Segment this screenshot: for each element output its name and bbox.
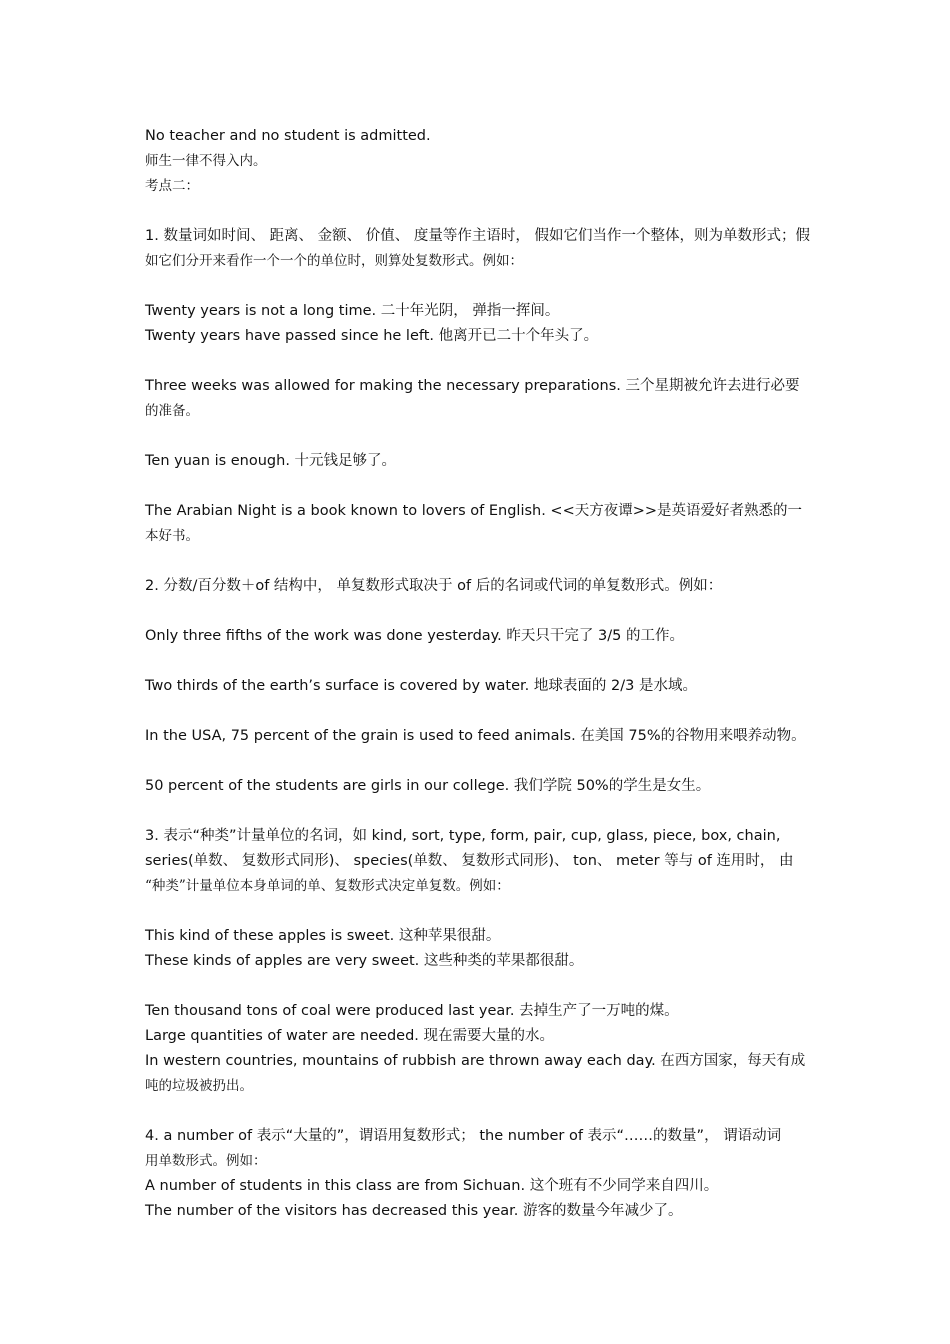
- blank-line: [145, 699, 810, 724]
- text-line: No teacher and no student is admitted.: [145, 128, 431, 144]
- text-line: Ten yuan is enough. 十元钱足够了。: [145, 453, 397, 469]
- text-line: Two thirds of the earth’s surface is covered by water. 地球表面的 2/3 是水域。: [145, 678, 697, 694]
- blank-line: [145, 799, 810, 824]
- text-line: The number of the visitors has decreased this year. 游客的数量今年减少了。: [145, 1203, 683, 1219]
- text-line: 1. 数量词如时间、 距离、 金额、 价值、 度量等作主语时， 假如它们当作一个整体，则为单数形式；假: [145, 228, 810, 244]
- text-line: Twenty years is not a long time. 二十年光阴， 弹指一挥间。: [145, 303, 560, 319]
- text-line: 如它们分开来看作一个一个的单位时，则算处复数形式。例如：: [145, 253, 523, 269]
- text-line: 用单数形式。例如：: [145, 1153, 267, 1169]
- text-line: 4. a number of 表示“大量的”，谓语用复数形式； the number of 表示“……的数量”， 谓语动词: [145, 1128, 782, 1144]
- blank-line: [145, 549, 810, 574]
- text-line: Twenty years have passed since he left. 他离开已二十个年头了。: [145, 328, 599, 344]
- text-line: A number of students in this class are from Sichuan. 这个班有不少同学来自四川。: [145, 1178, 719, 1194]
- text-line: Only three fifths of the work was done yesterday. 昨天只干完了 3/5 的工作。: [145, 628, 684, 644]
- text-line: This kind of these apples is sweet. 这种苹果很甜。: [145, 928, 501, 944]
- text-line: 吨的垃圾被扔出。: [145, 1078, 253, 1094]
- blank-line: [145, 474, 810, 499]
- blank-line: [145, 274, 810, 299]
- text-line: Ten thousand tons of coal were produced last year. 去掉生产了一万吨的煤。: [145, 1003, 679, 1019]
- blank-line: [145, 899, 810, 924]
- text-line: 师生一律不得入内。: [145, 153, 267, 169]
- text-line: 2. 分数/百分数＋of 结构中， 单复数形式取决于 of 后的名词或代词的单复数形式。例如：: [145, 578, 723, 594]
- text-line: 50 percent of the students are girls in our college. 我们学院 50%的学生是女生。: [145, 778, 711, 794]
- text-line: series(单数、 复数形式同形)、 species(单数、 复数形式同形)、 ton、 meter 等与 of 连用时， 由: [145, 853, 794, 869]
- text-line: In western countries, mountains of rubbish are thrown away each day. 在西方国家，每天有成: [145, 1053, 806, 1069]
- blank-line: [145, 349, 810, 374]
- text-line: In the USA, 75 percent of the grain is used to feed animals. 在美国 75%的谷物用来喂养动物。: [145, 728, 806, 744]
- text-line: 本好书。: [145, 528, 199, 544]
- blank-line: [145, 749, 810, 774]
- text-line: 的准备。: [145, 403, 199, 419]
- text-line: Three weeks was allowed for making the necessary preparations. 三个星期被允许去进行必要: [145, 378, 800, 394]
- text-line: Large quantities of water are needed. 现在需要大量的水。: [145, 1028, 555, 1044]
- blank-line: [145, 649, 810, 674]
- blank-line: [145, 599, 810, 624]
- text-line: 考点二：: [145, 178, 199, 194]
- text-line: These kinds of apples are very sweet. 这些种类的苹果都很甜。: [145, 953, 584, 969]
- blank-line: [145, 1099, 810, 1124]
- document-body: [145, 124, 810, 1224]
- blank-line: [145, 974, 810, 999]
- text-line: The Arabian Night is a book known to lovers of English. <<天方夜谭>>是英语爱好者熟悉的一: [145, 503, 803, 519]
- text-line: “种类”计量单位本身单词的单、复数形式决定单复数。例如：: [145, 878, 510, 894]
- blank-line: [145, 199, 810, 224]
- text-line: 3. 表示“种类”计量单位的名词，如 kind, sort, type, form, pair, cup, glass, piece, box, chain,: [145, 828, 781, 844]
- blank-line: [145, 424, 810, 449]
